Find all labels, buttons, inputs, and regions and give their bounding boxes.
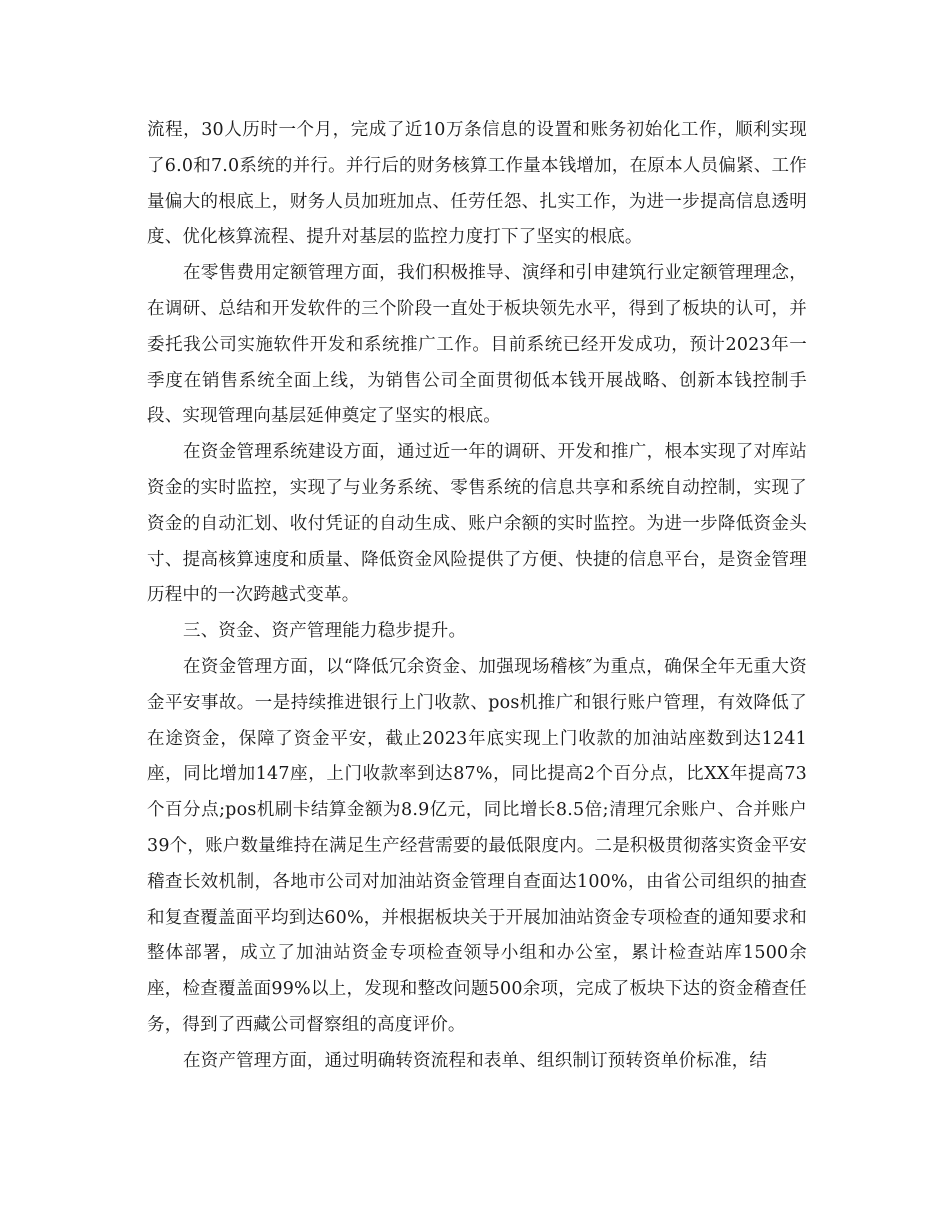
document-body bbox=[147, 113, 807, 1080]
paragraph-retail-quota: 在零售费用定额管理方面，我们积极推导、演绎和引申建筑行业定额管理理念，在调研、总结和开发软件的三个阶段一直处于板块领先水平，得到了板块的认可，并委托我公司实施软件开发和系统推广工作。目前系统已经开发成功，预计2023年一季度在销售系统全面上线，为销售公司全面贯彻低本钱开展战略、创新本钱控制手段、实现管理向基层延伸奠定了坚实的根底。 bbox=[147, 263, 807, 427]
paragraph-fund-system: 在资金管理系统建设方面，通过近一年的调研、开发和推广，根本实现了对库站资金的实时监控，实现了与业务系统、零售系统的信息共享和系统自动控制，实现了资金的自动汇划、收付凭证的自动生成、账户余额的实时监控。为进一步降低资金头寸、提高核算速度和质量、降低资金风险提供了方便、快捷的信息平台，是资金管理历程中的一次跨越式变革。 bbox=[147, 442, 807, 606]
paragraph-system-parallel: 流程，30人历时一个月，完成了近10万条信息的设置和账务初始化工作，顺利实现了6.0和7.0系统的并行。并行后的财务核算工作量本钱增加，在原本人员偏紧、工作量偏大的根底上，财务人员加班加点、任劳任怨、扎实工作，为进一步提高信息透明度、优化核算流程、提升对基层的监控力度打下了坚实的根底。 bbox=[147, 120, 807, 248]
section-heading-3: 三、资金、资产管理能力稳步提升。 bbox=[183, 621, 467, 642]
paragraph-fund-management: 在资金管理方面，以“降低冗余资金、加强现场稽核″为重点，确保全年无重大资金平安事故。一是持续推进银行上门收款、pos机推广和银行账户管理，有效降低了在途资金，保障了资金平安，截止2023年底实现上门收款的加油站座数到达1241座，同比增加147座，上门收款率到达87%，同比提高2个百分点，比XX年提高73个百分点;pos机刷卡结算金额为8.9亿元，同比增长8.5倍;清理冗余账户、合并账户39个，账户数量维持在满足生产经营需要的最低限度内。二是积极贯彻落实资金平安稽查长效机制，各地市公司对加油站资金管理自查面达100%，由省公司组织的抽查和复查覆盖面平均到达60%，并根据板块关于开展加油站资金专项检查的通知要求和整体部署，成立了加油站资金专项检查领导小组和办公室，累计检查站库1500余座，检查覆盖面99%以上，发现和整改问题500余项，完成了板块下达的资金稽查任务，得到了西藏公司督察组的高度评价。 bbox=[147, 656, 807, 1035]
paragraph-asset-management: 在资产管理方面，通过明确转资流程和表单、组织制订预转资单价标准，结 bbox=[183, 1050, 768, 1071]
